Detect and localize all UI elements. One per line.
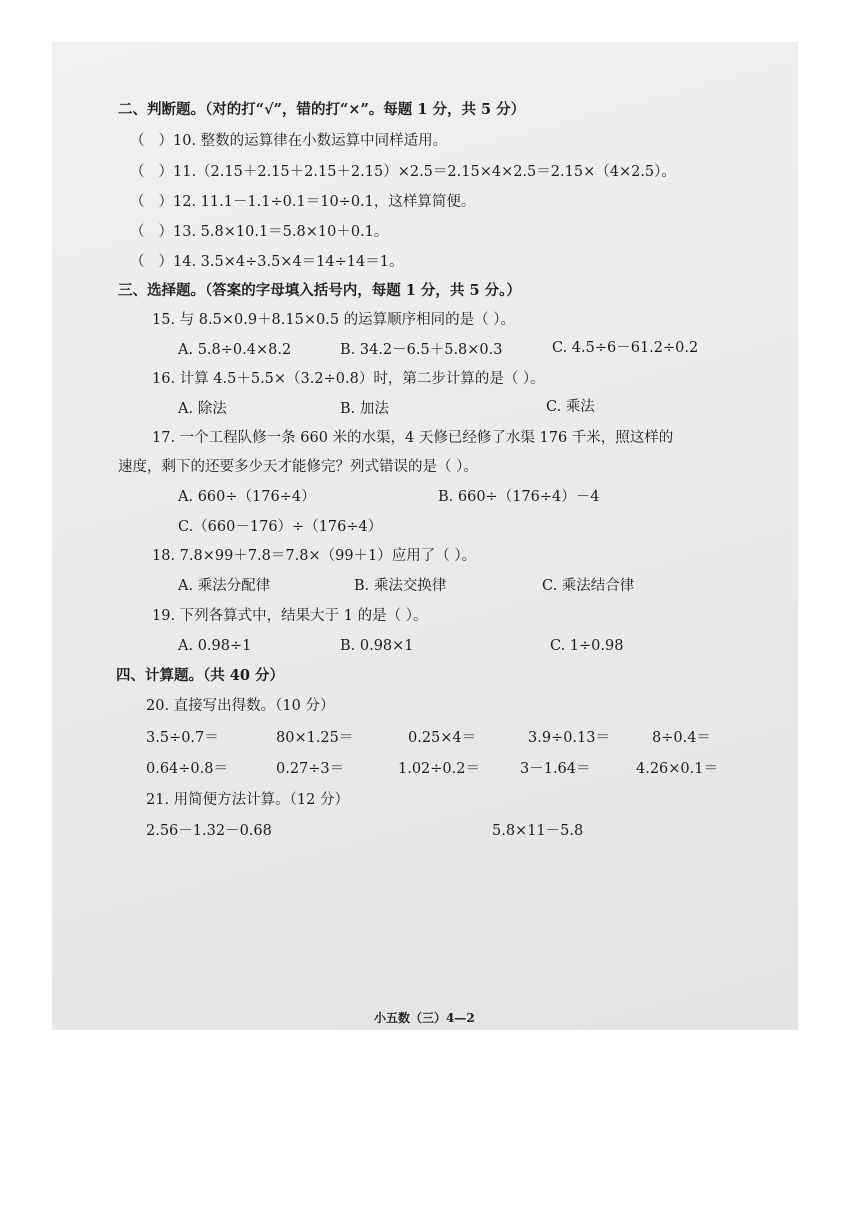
simplify-expression: 2.56－1.32－0.68 [146, 823, 272, 839]
question-15-stem: 15. 与 8.5×0.9＋8.15×0.5 的运算顺序相同的是（ ）。 [152, 312, 516, 328]
q18-option-c[interactable]: C. 乘法结合律 [542, 578, 635, 594]
answer-paren[interactable]: （ [130, 164, 145, 180]
question-16-stem: 16. 计算 4.5＋5.5×（3.2÷0.8）时，第二步计算的是（ ）。 [152, 371, 545, 387]
question-17-stem-line2: 速度，剩下的还要多少天才能修完？列式错误的是（ ）。 [118, 459, 478, 475]
answer-paren[interactable]: （ [130, 133, 145, 149]
q18-option-b[interactable]: B. 乘法交换律 [354, 578, 447, 594]
q17-option-b[interactable]: B. 660÷（176÷4）－4 [438, 489, 600, 505]
section2-title: 二、判断题。（对的打“√”，错的打“×”。每题 1 分，共 5 分） [118, 101, 526, 118]
q18-option-a[interactable]: A. 乘法分配律 [178, 578, 271, 594]
section4-title: 四、计算题。（共 40 分） [116, 667, 285, 684]
mental-calc-item: 80×1.25＝ [276, 730, 354, 746]
q19-option-c[interactable]: C. 1÷0.98 [550, 638, 624, 654]
simplify-expression: 5.8×11－5.8 [492, 823, 584, 839]
judge-item-14: （ ）14. 3.5×4÷3.5×4＝14÷14＝1。 [130, 254, 404, 270]
q17-option-c[interactable]: C.（660－176）÷（176÷4） [178, 519, 383, 535]
question-17-stem-line1: 17. 一个工程队修一条 660 米的水渠，4 天修已经修了水渠 176 千米，照这样的 [152, 430, 674, 446]
q15-option-c[interactable]: C. 4.5÷6－61.2÷0.2 [552, 340, 699, 356]
q15-option-a[interactable]: A. 5.8÷0.4×8.2 [178, 342, 292, 358]
q16-option-b[interactable]: B. 加法 [340, 401, 389, 417]
q19-option-b[interactable]: B. 0.98×1 [340, 638, 414, 654]
mental-calc-item: 3.5÷0.7＝ [146, 730, 219, 746]
answer-paren[interactable]: （ [130, 194, 145, 210]
mental-calc-item: 3－1.64＝ [520, 761, 591, 777]
exam-page [52, 42, 798, 1030]
mental-calc-item: 0.27÷3＝ [276, 761, 345, 777]
q19-option-a[interactable]: A. 0.98÷1 [178, 638, 252, 654]
answer-paren[interactable]: （ [130, 224, 145, 240]
q17-option-a[interactable]: A. 660÷（176÷4） [178, 489, 316, 505]
mental-calc-item: 8÷0.4＝ [652, 730, 711, 746]
mental-calc-item: 4.26×0.1＝ [636, 761, 718, 777]
mental-calc-item: 1.02÷0.2＝ [398, 761, 480, 777]
mental-calc-item: 3.9÷0.13＝ [528, 730, 610, 746]
q16-option-c[interactable]: C. 乘法 [546, 399, 595, 415]
q16-option-a[interactable]: A. 除法 [178, 401, 227, 417]
q15-option-b[interactable]: B. 34.2－6.5＋5.8×0.3 [340, 342, 503, 358]
judge-item-11: （ ）11.（2.15＋2.15＋2.15＋2.15）×2.5＝2.15×4×2.5＝2.15×（4×2.5）。 [130, 164, 676, 180]
question-20-stem: 20. 直接写出得数。（10 分） [146, 698, 335, 714]
page-footer: 小五数（三）4—2 [374, 1011, 475, 1025]
question-19-stem: 19. 下列各算式中，结果大于 1 的是（ ）。 [152, 608, 428, 624]
mental-calc-item: 0.64÷0.8＝ [146, 761, 228, 777]
mental-calc-item: 0.25×4＝ [408, 730, 477, 746]
judge-item-10: （ ）10. 整数的运算律在小数运算中同样适用。 [130, 133, 448, 149]
judge-item-13: （ ）13. 5.8×10.1＝5.8×10＋0.1。 [130, 224, 389, 240]
judge-item-12: （ ）12. 11.1－1.1÷0.1＝10÷0.1，这样算简便。 [130, 194, 476, 210]
question-18-stem: 18. 7.8×99＋7.8＝7.8×（99＋1）应用了（ ）。 [152, 548, 477, 564]
question-21-stem: 21. 用简便方法计算。（12 分） [146, 792, 349, 808]
answer-paren[interactable]: （ [130, 254, 145, 270]
section3-title: 三、选择题。（答案的字母填入括号内，每题 1 分，共 5 分。） [118, 282, 521, 299]
